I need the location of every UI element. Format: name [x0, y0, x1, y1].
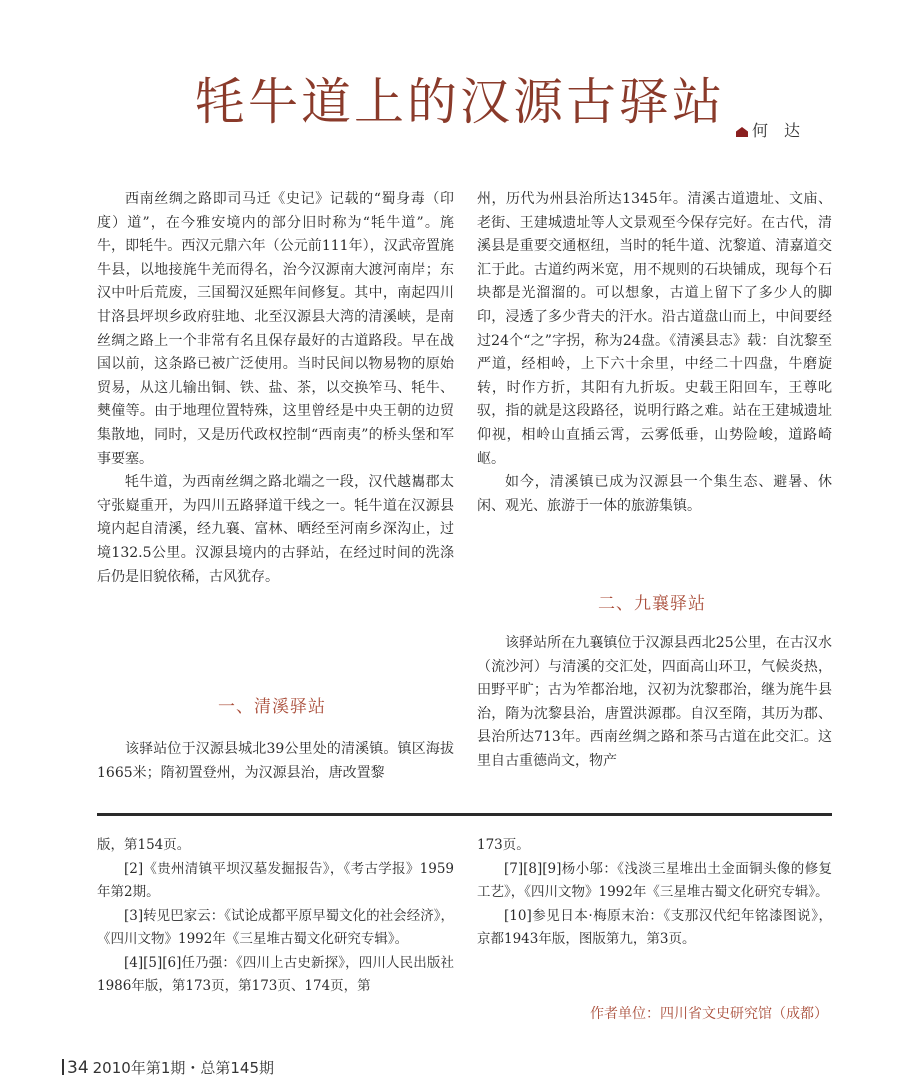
footnotes-left [97, 834, 454, 999]
house-icon [736, 127, 748, 137]
section2-column [477, 632, 832, 774]
author-line [736, 118, 800, 141]
footnote-item: [4][5][6]任乃强：《四川上古史新探》，四川人民出版社1986年版，第173页，第173页、174页，第 [97, 954, 454, 994]
footnote-divider [97, 813, 832, 816]
footnote-item: [2]《贵州清镇平坝汉墓发掘报告》，《考古学报》1959年第2期。 [97, 860, 454, 900]
issue-info: 2010年第1期・总第145期 [92, 1059, 274, 1077]
footnote-item: 173页。 [477, 837, 530, 853]
article-title: 牦牛道上的汉源古驿站 [195, 72, 725, 131]
section-heading-qingxi: 一、清溪驿站 [218, 697, 326, 717]
intro-paragraph-2: 牦牛道，为西南丝绸之路北端之一段，汉代越巂郡太守张嶷重开，为四川五路驿道干线之一。牦牛道在汉源县境内起自清溪，经九襄、富林、晒经至河南乡深沟止，过境132.5公里。汉源县境内的古驿站，在经过时间的洗涤后仍是旧貌依稀，古风犹存。 [97, 474, 454, 585]
footnote-item: [10]参见日本·梅原末治：《支那汉代纪年铭漆图说》，京都1943年版，图版第九，第3页。 [477, 907, 832, 947]
section1-column-cont [477, 188, 832, 518]
author-name: 何 达 [751, 121, 800, 140]
section2-paragraph-1: 该驿站所在九襄镇位于汉源县西北25公里，在古汉水（流沙河）与清溪的交汇处，四面高山环卫，气候炎热，田野平旷；古为笮都治地，汉初为沈黎郡治，继为旄牛县治，隋为沈黎县治，唐置洪源郡。自汉至隋，其历为郡、县治所达713年。西南丝绸之路和茶马古道在此交汇。这里自古重德尚文，物产 [477, 635, 832, 769]
footnote-item: [3]转见巴家云：《试论成都平原早蜀文化的社会经济》，《四川文物》1992年《三星堆古蜀文化研究专辑》。 [97, 907, 454, 947]
page-number: 34 [67, 1058, 89, 1078]
intro-column [97, 188, 454, 589]
section1-paragraph-2: 如今，清溪镇已成为汉源县一个集生态、避暑、休闲、观光、旅游于一体的旅游集镇。 [477, 474, 832, 514]
page-footer [62, 1057, 274, 1078]
section1-column-start [97, 738, 454, 785]
intro-paragraph-1: 西南丝绸之路即司马迁《史记》记载的“蜀身毒（印度）道”，在今雅安境内的部分旧时称为“牦牛道”。旄牛，即牦牛。西汉元鼎六年（公元前111年），汉武帝置旄牛县，以地接旄牛羌而得名，治今汉源南大渡河南岸；东汉中叶后荒废，三国蜀汉延熙年间修复。其中，南起四川甘洛县坪坝乡政府驻地、北至汉源县大湾的清溪峡，是南丝绸之路上一个非常有名且保存最好的古道路段。早在战国以前，这条路已被广泛使用。当时民间以物易物的原始贸易，从这儿输出铜、铁、盐、茶，以交换笮马、牦牛、僰僮等。由于地理位置特殊，这里曾经是中央王朝的边贸集散地，同时，又是历代政权控制“西南夷”的桥头堡和军事要塞。 [97, 191, 454, 467]
section1-paragraph-1-cont: 州，历代为州县治所达1345年。清溪古道遗址、文庙、老街、王建城遗址等人文景观至今保存完好。在古代，清溪县是重要交通枢纽，当时的牦牛道、沈黎道、清嘉道交汇于此。古道约两米宽，用不规则的石块铺成，现每个石块都是光溜溜的。可以想象，古道上留下了多少人的脚印，浸透了多少背夫的汗水。沿古道盘山而上，中间要经过24个“之”字拐，称为24盘。《清溪县志》载：自沈黎至严道，经相岭，上下六十余里，中经二十四盘，牛磨旋转，时作方折，其阳有九折坂。史载王阳回车，王尊叱驭，指的就是这段路径，说明行路之难。站在王建城遗址仰视，相岭山直插云霄，云雾低垂，山势险峻，道路崎岖。 [477, 191, 832, 467]
section1-paragraph-1-start: 该驿站位于汉源县城北39公里处的清溪镇。镇区海拔1665米；隋初置登州，为汉源县治，唐改置黎 [97, 741, 454, 781]
footnote-item: [7][8][9]杨小邬：《浅淡三星堆出土金面铜头像的修复工艺》，《四川文物》1992年《三星堆古蜀文化研究专辑》。 [477, 860, 832, 900]
footnote-item: 版，第154页。 [97, 837, 191, 853]
footnotes-right [477, 834, 832, 952]
author-affiliation: 作者单位：四川省文史研究馆（成都） [590, 1006, 828, 1022]
section-heading-jiuxiang: 二、九襄驿站 [598, 594, 706, 614]
